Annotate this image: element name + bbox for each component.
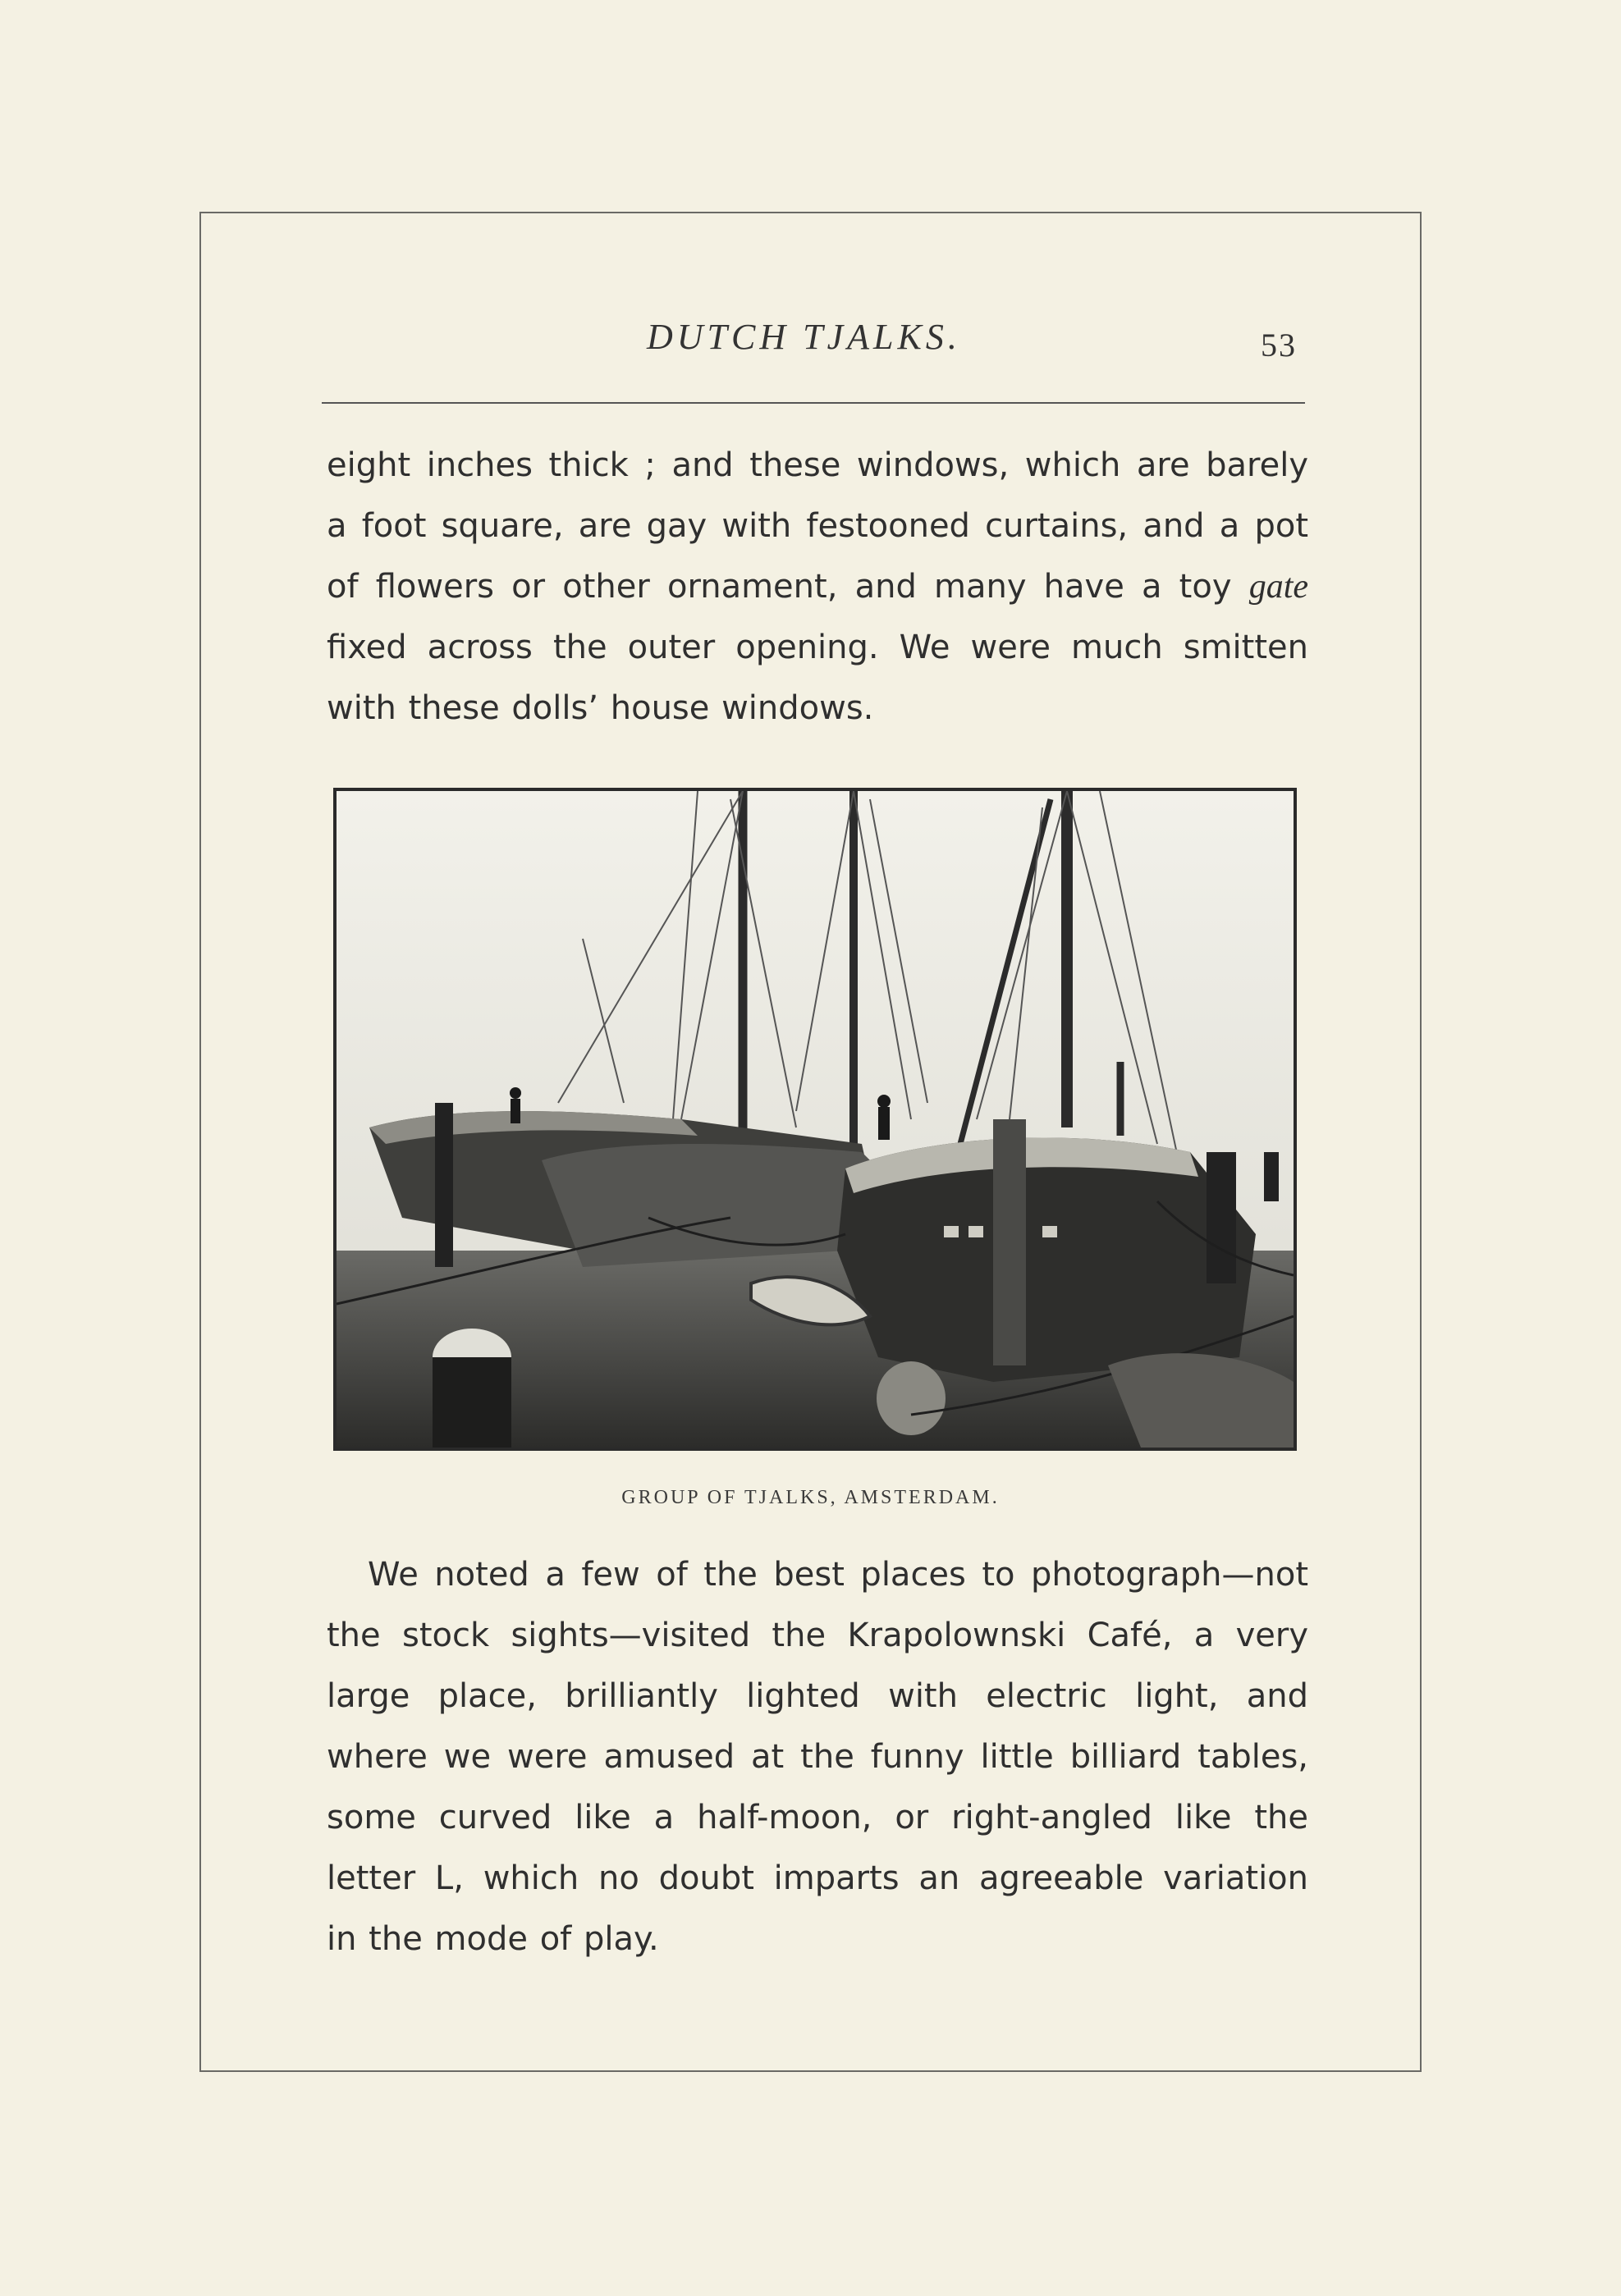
boats-illustration xyxy=(337,791,1294,1448)
running-head xyxy=(0,316,1621,365)
italic-word: gate xyxy=(1248,568,1309,606)
running-head-rule xyxy=(322,402,1305,404)
paragraph-line: in the mode of play. xyxy=(327,1920,659,1958)
paragraph-line: large place, brilliantly lighted with electric light, and xyxy=(327,1677,1308,1715)
plate-caption: GROUP OF TJALKS, AMSTERDAM. xyxy=(621,1487,1000,1508)
paragraph-line: the stock sights—visited the Krapolownski Café, a very xyxy=(327,1617,1308,1654)
paragraph-line: some curved like a half-moon, or right-angled like the xyxy=(327,1799,1308,1836)
tjalks-photograph xyxy=(333,788,1297,1451)
paragraph-2 xyxy=(327,1544,1308,1969)
page-number: 53 xyxy=(1261,327,1297,364)
paragraph-line: of flowers or other ornament, and many have a toy gate xyxy=(327,568,1309,606)
running-head-title: DUTCH TJALKS. xyxy=(647,317,961,357)
paragraph-1 xyxy=(327,435,1308,739)
paragraph-line: eight inches thick ; and these windows, which are barely xyxy=(327,446,1308,484)
paragraph-line: letter L, which no doubt imparts an agreeable variation xyxy=(327,1859,1308,1897)
paragraph-line: with these dolls’ house windows. xyxy=(327,689,874,727)
paragraph-line: fixed across the outer opening. We were much smitten xyxy=(327,629,1308,666)
paragraph-line: We noted a few of the best places to photograph—not xyxy=(368,1556,1308,1594)
paragraph-line: a foot square, are gay with festooned curtains, and a pot xyxy=(327,507,1308,545)
paragraph-line: where we were amused at the funny little billiard tables, xyxy=(327,1738,1308,1776)
